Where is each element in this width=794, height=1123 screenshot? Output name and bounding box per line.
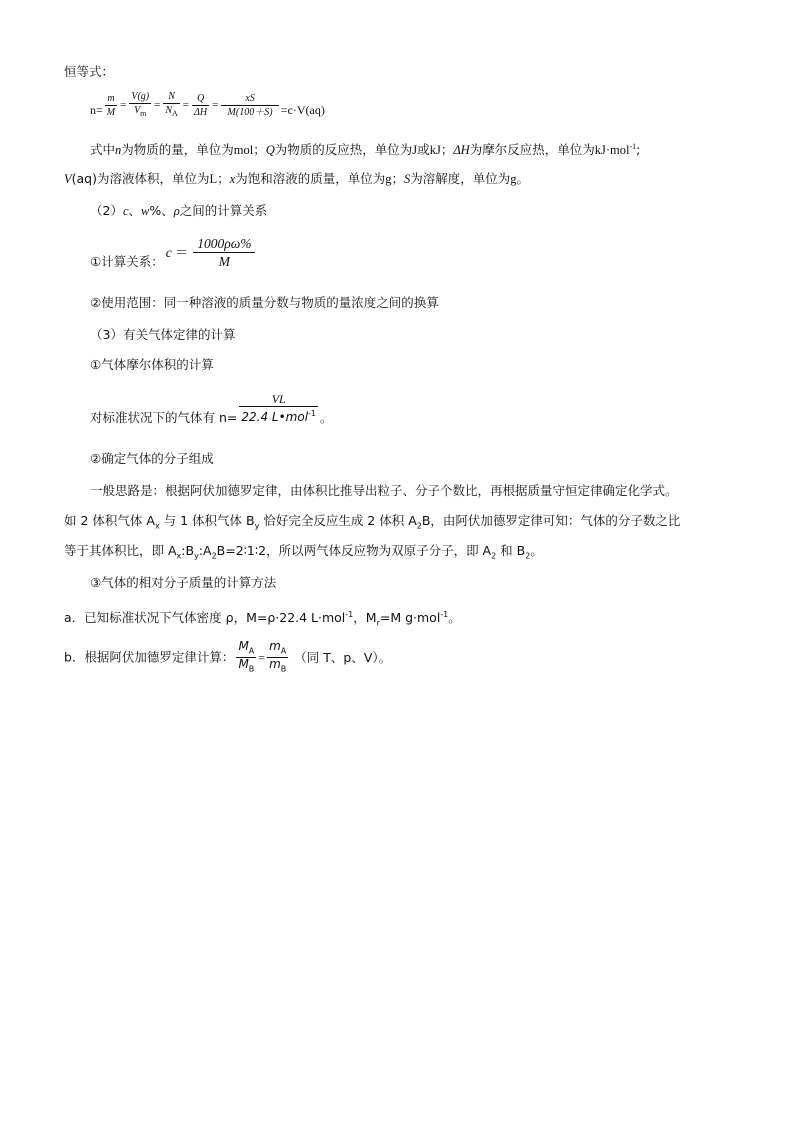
text: ； [217, 171, 230, 186]
subscript: y [254, 521, 260, 531]
item-a [64, 607, 461, 632]
numerator: V(g) [131, 91, 150, 103]
explanation-line-1 [90, 139, 640, 158]
denominator-subscript: A [172, 109, 178, 119]
eq-prefix: n= [90, 103, 103, 117]
denominator [129, 104, 151, 120]
denominator-subscript: B [280, 664, 287, 674]
subscript: 2 [211, 551, 217, 561]
section-2-heading [90, 203, 267, 219]
eq-tail: =c·V(aq) [280, 103, 325, 117]
text: ； [253, 142, 266, 158]
unit-kJ: kJ [429, 143, 441, 158]
equals-sign: = [154, 99, 161, 112]
symbol-w: w [141, 204, 150, 218]
text: %、 [149, 203, 174, 218]
numerator: VL [239, 393, 318, 407]
relative-mass-title: ③气体的相对分子质量的计算方法 [90, 575, 277, 590]
subscript: 2 [491, 551, 497, 561]
text: ； [440, 142, 454, 158]
subscript: y [194, 551, 199, 561]
denominator-text: 22.4 L•mol [241, 410, 309, 424]
paragraph-line-3 [64, 543, 543, 565]
text: 。 [320, 410, 333, 425]
text: 为溶解度，单位为 [410, 171, 511, 186]
numerator: xS [221, 92, 278, 106]
text: B，由阿伏加德罗定律可知：气体的分子数之比 [421, 513, 681, 528]
denominator-subscript: B [248, 664, 255, 674]
text: a．已知标准状况下气体密度 ρ，M=ρ·22.4 L·mol [64, 610, 346, 626]
text: 或 [417, 142, 430, 158]
text: （2） [90, 203, 123, 218]
symbol-n: n [115, 143, 122, 158]
text: =M g·mol [379, 610, 441, 626]
denominator-symbol: N [165, 105, 173, 117]
subscript: 2 [416, 521, 422, 531]
symbol-S: S [404, 172, 411, 186]
numerator-symbol: m [269, 638, 281, 653]
text: 与 1 体积气体 B [159, 513, 255, 528]
text: （同 T、p、V）。 [294, 649, 392, 665]
text: 对标准状况下的气体有 n= [90, 410, 238, 425]
denominator: ΔH [194, 106, 208, 118]
text: 如 2 体积气体 A [64, 513, 155, 528]
fraction-MA-over-MB [236, 640, 256, 676]
symbol-V: V [64, 172, 72, 186]
text: 之间的计算关系 [179, 203, 268, 218]
text: b．根据阿伏加德罗定律计算： [64, 649, 235, 665]
fraction-xS-over-M100S [221, 92, 278, 119]
denominator: M [218, 254, 230, 269]
scope-line: ②使用范围：同一种溶液的质量分数与物质的量浓度之间的换算 [90, 295, 439, 310]
text: 为物质的反应热，单位为 [274, 142, 413, 158]
fraction-VL [239, 393, 318, 424]
subscript: x [154, 521, 160, 531]
symbol-c: c [165, 244, 172, 260]
paragraph-line-2 [64, 513, 680, 535]
numerator: Q [192, 92, 209, 106]
superscript: -1 [440, 610, 449, 619]
fraction-mA-over-mB [267, 640, 288, 676]
superscript: -1 [629, 142, 637, 151]
text: :B [181, 543, 195, 558]
text: ，M [353, 610, 377, 626]
equals-sign: = [182, 99, 190, 112]
denominator-superscript: -1 [308, 409, 317, 418]
unit-mol: mol [233, 143, 254, 158]
calc-relation [90, 232, 257, 282]
superscript: -1 [345, 610, 354, 619]
text: 为摩尔反应热，单位为 [469, 142, 595, 158]
numerator [236, 640, 256, 658]
explanation-line-2 [64, 171, 529, 187]
subscript: r [376, 618, 380, 628]
denominator-subscript: m [140, 109, 147, 119]
symbol-c: c [122, 204, 129, 218]
calc-label: ①计算关系： [90, 254, 164, 269]
text: :A [198, 543, 212, 558]
standard-conditions-line [90, 388, 333, 438]
numerator: N [163, 90, 179, 104]
fraction-Vg-over-Vm [129, 90, 151, 120]
denominator [239, 407, 318, 424]
text: 等于其体积比，即 A [64, 543, 177, 558]
text: (aq)为溶液体积，单位为 [71, 171, 210, 186]
identity-heading: 恒等式： [64, 64, 115, 79]
symbol-x: x [229, 172, 236, 186]
unit-J: J [412, 143, 418, 158]
paragraph-line-1: 一般思路是：根据阿伏加德罗定律，由体积比推导出粒子、分子个数比，再根据质量守恒定律确定化学式。 [90, 483, 678, 498]
equals-sign: ＝ [174, 244, 189, 260]
molecule-composition-title: ②确定气体的分子组成 [90, 451, 214, 466]
unit-g: g [385, 172, 392, 186]
gas-molar-volume-title: ①气体摩尔体积的计算 [90, 357, 214, 372]
subscript: x [176, 551, 182, 561]
text: 。 [448, 610, 461, 626]
symbol-Q: Q [265, 143, 275, 158]
numerator: m [105, 92, 117, 106]
section-3-heading: （3）有关气体定律的计算 [90, 327, 236, 342]
numerator: 1000ρω% [193, 235, 255, 253]
denominator-symbol: M [238, 657, 249, 671]
text: 和 B [496, 543, 526, 558]
item-b [64, 637, 391, 678]
unit-kJ-per-mol: kJ·mol [594, 143, 630, 158]
denominator-symbol: m [269, 657, 281, 671]
text: 。 [516, 171, 530, 186]
numerator-subscript: A [248, 646, 255, 655]
fraction-Q-over-dH [192, 92, 209, 119]
identity-equation [90, 90, 325, 124]
text: 式中 [90, 142, 116, 158]
text: ； [391, 171, 404, 186]
denominator: M(100＋S) [227, 106, 273, 118]
equals-sign: = [212, 99, 219, 112]
text: 为饱和溶液的质量，单位为 [235, 171, 386, 186]
text: 、 [128, 203, 142, 218]
text: 。 [530, 543, 543, 558]
numerator [267, 640, 288, 658]
unit-g: g [510, 172, 517, 186]
fraction-N-over-NA [163, 90, 179, 120]
text: B=2∶1∶2，所以两气体反应物为双原子分子，即 A [216, 543, 492, 558]
text: ; [636, 142, 641, 158]
denominator [236, 658, 256, 675]
symbol-delta-H: ΔH [453, 143, 470, 158]
subscript: 2 [525, 551, 531, 561]
equals-sign: = [258, 650, 266, 665]
denominator-symbol: V [134, 105, 141, 117]
denominator [163, 104, 179, 120]
equals-sign: = [120, 99, 127, 112]
unit-L: L [209, 172, 218, 186]
text: 为物质的量，单位为 [121, 142, 234, 158]
denominator: M [106, 106, 116, 118]
numerator-subscript: A [280, 646, 287, 655]
denominator [267, 658, 288, 675]
symbol-rho: ρ [173, 204, 180, 218]
numerator-symbol: M [238, 638, 249, 653]
text: 恰好完全反应生成 2 体积 A [259, 513, 417, 528]
fraction-concentration [193, 235, 255, 270]
fraction-m-over-M [105, 92, 117, 119]
